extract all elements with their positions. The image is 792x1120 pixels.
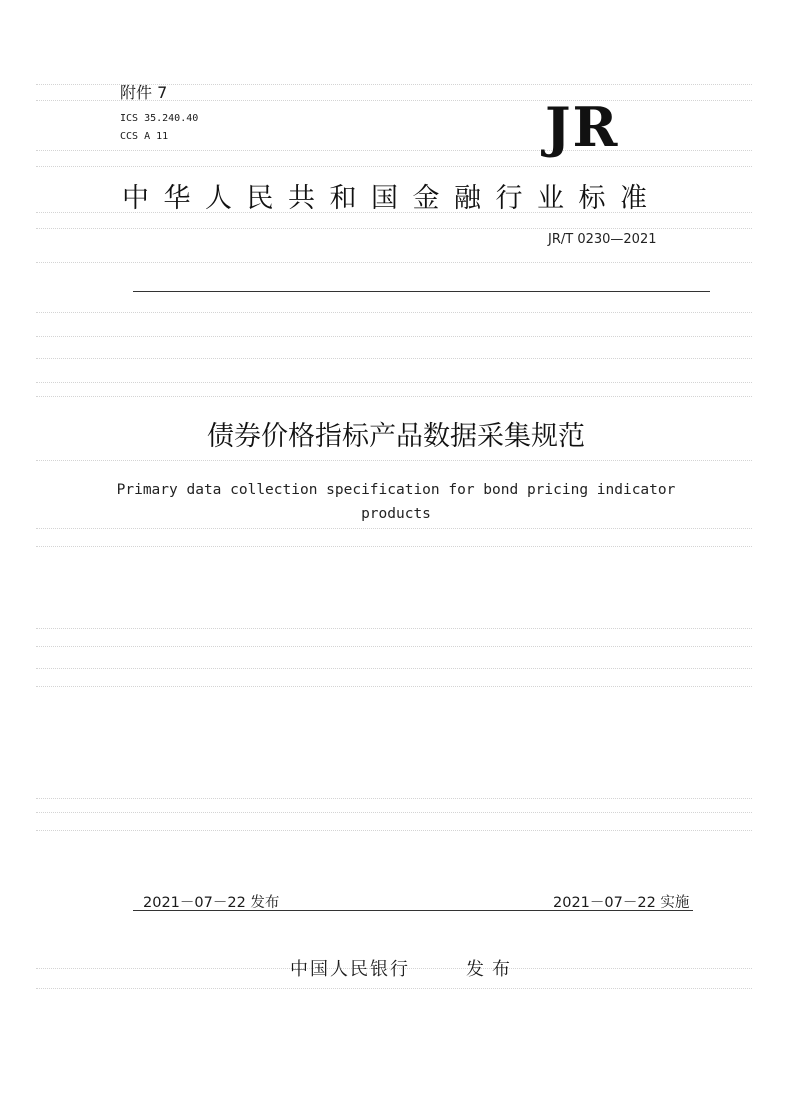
implementation-date: 2021－07－22 实施: [553, 895, 690, 911]
publication-date: 2021－07－22 发布: [143, 895, 280, 911]
standard-number: JR/T 0230—2021: [548, 232, 657, 247]
document-title-chinese: 债券价格指标产品数据采集规范: [207, 421, 585, 452]
document-title-english: [0, 478, 792, 526]
attachment-label: 附件 7: [120, 83, 168, 102]
jr-logo: JR: [545, 95, 620, 159]
issue-action: 发布: [466, 959, 518, 980]
issuer-name: 中国人民银行: [290, 959, 410, 980]
top-divider: [133, 291, 710, 292]
bottom-divider: [133, 910, 693, 911]
english-title-line-1: Primary data collection specification for bond pricing indicator: [116, 482, 676, 498]
ics-code: ICS 35.240.40: [120, 113, 199, 124]
ccs-code: CCS A 11: [120, 131, 169, 142]
industry-standard-title: 中华人民共和国金融行业标准: [122, 183, 662, 214]
english-title-line-2: products: [361, 506, 431, 522]
